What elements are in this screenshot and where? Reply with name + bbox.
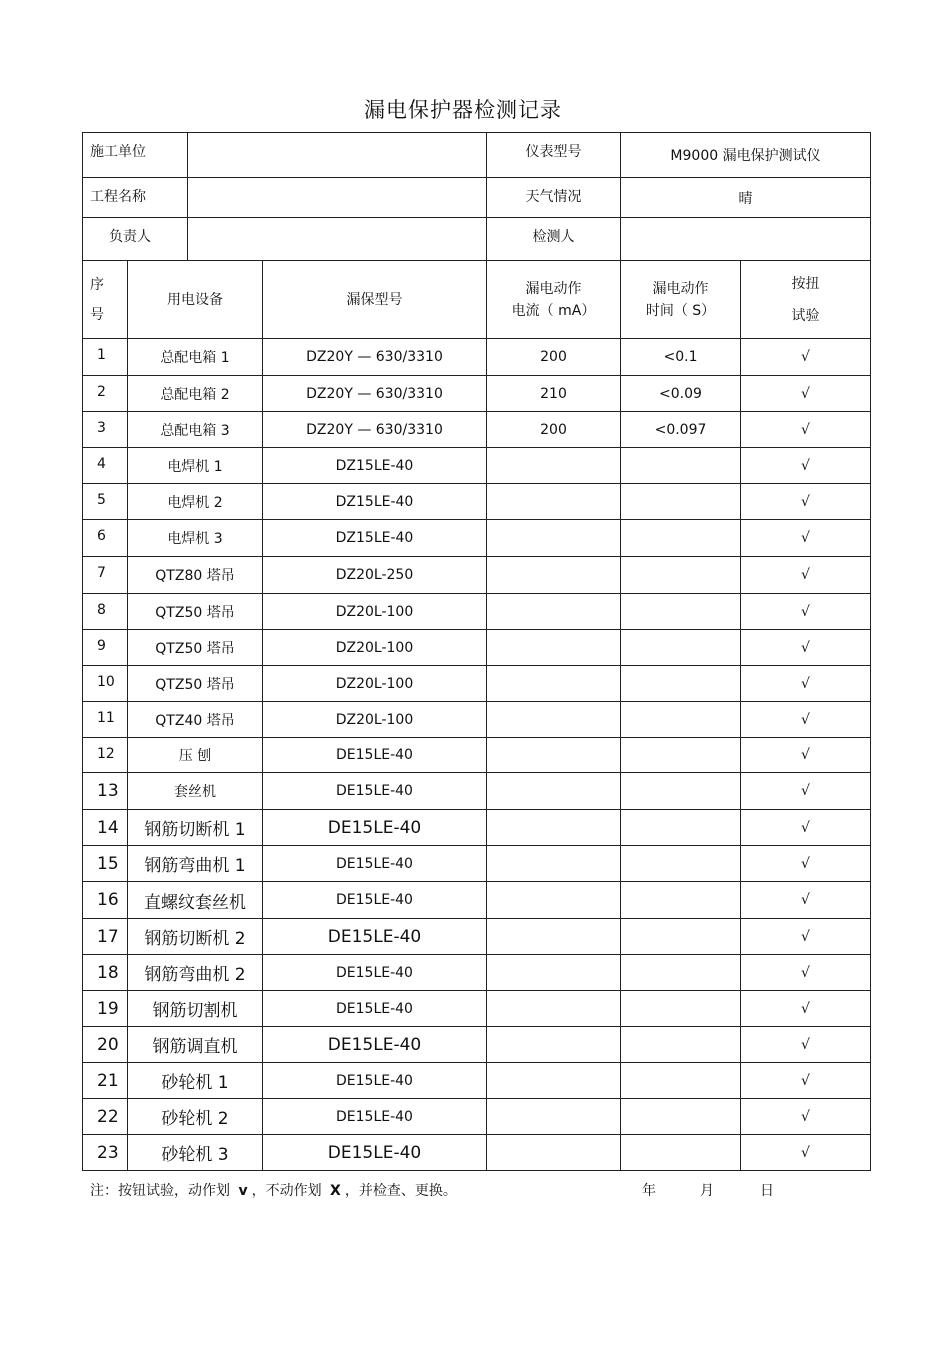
- row-time: [621, 666, 741, 702]
- row-number: 19: [83, 991, 128, 1027]
- row-test: √: [741, 846, 871, 882]
- row-test: √: [741, 810, 871, 846]
- table-row: [83, 1099, 871, 1135]
- row-equipment: QTZ50 塔吊: [128, 630, 263, 666]
- table-row: [83, 810, 871, 846]
- row-model: DE15LE-40: [263, 738, 487, 773]
- footnote-middle: ，不动作划: [251, 1183, 322, 1199]
- header-test-line2: 试验: [791, 307, 820, 324]
- row-test: √: [741, 1027, 871, 1063]
- row-test: √: [741, 738, 871, 773]
- row-number: 12: [83, 738, 128, 773]
- row-equipment: 钢筋切断机 2: [128, 919, 263, 955]
- row-number: 15: [83, 846, 128, 882]
- row-equipment: QTZ50 塔吊: [128, 666, 263, 702]
- table-row: [83, 484, 871, 520]
- row-number: 5: [83, 484, 128, 520]
- row-number: 23: [83, 1135, 128, 1171]
- row-test: √: [741, 594, 871, 630]
- row-test: √: [741, 557, 871, 594]
- table-row: [83, 557, 871, 594]
- manager-value: [188, 218, 487, 261]
- row-time: [621, 448, 741, 484]
- footnote-mark-ok: v: [238, 1183, 248, 1199]
- row-model: DZ20Y — 630/3310: [263, 376, 487, 412]
- row-number: 8: [83, 594, 128, 630]
- footnote-mark-fail: X: [330, 1183, 341, 1199]
- row-time: [621, 1063, 741, 1099]
- row-time: [621, 520, 741, 557]
- table-row: [83, 882, 871, 919]
- row-equipment: QTZ40 塔吊: [128, 702, 263, 738]
- row-number: 4: [83, 448, 128, 484]
- project-value: [188, 178, 487, 218]
- row-equipment: QTZ80 塔吊: [128, 557, 263, 594]
- table-row: [83, 738, 871, 773]
- table-row: [83, 520, 871, 557]
- row-equipment: 电焊机 3: [128, 520, 263, 557]
- row-current: 200: [487, 412, 621, 448]
- row-current: [487, 810, 621, 846]
- row-number: 17: [83, 919, 128, 955]
- row-equipment: 电焊机 1: [128, 448, 263, 484]
- row-current: [487, 520, 621, 557]
- row-test: √: [741, 339, 871, 376]
- table-row: [83, 919, 871, 955]
- unit-label: 施工单位: [83, 133, 188, 178]
- meter-label: 仪表型号: [487, 133, 621, 178]
- row-current: [487, 882, 621, 919]
- row-current: [487, 738, 621, 773]
- table-row: [83, 991, 871, 1027]
- row-model: DZ20L-100: [263, 702, 487, 738]
- table-row: [83, 594, 871, 630]
- row-model: DZ20Y — 630/3310: [263, 339, 487, 376]
- row-test: √: [741, 520, 871, 557]
- row-equipment: 砂轮机 3: [128, 1135, 263, 1171]
- row-number: 7: [83, 557, 128, 594]
- row-number: 6: [83, 520, 128, 557]
- date-month: 月: [700, 1183, 714, 1199]
- row-current: [487, 846, 621, 882]
- header-current-line1: 漏电动作: [525, 280, 582, 297]
- header-time-line2: 时间（ S）: [645, 302, 716, 319]
- row-test: √: [741, 919, 871, 955]
- row-current: [487, 448, 621, 484]
- row-test: √: [741, 448, 871, 484]
- row-current: [487, 1099, 621, 1135]
- row-test: √: [741, 666, 871, 702]
- table-row: [83, 630, 871, 666]
- header-seq: [83, 261, 128, 339]
- row-test: √: [741, 484, 871, 520]
- row-time: [621, 594, 741, 630]
- row-current: [487, 666, 621, 702]
- row-current: 210: [487, 376, 621, 412]
- row-time: [621, 484, 741, 520]
- header-test: [741, 261, 871, 339]
- row-model: DE15LE-40: [263, 991, 487, 1027]
- row-equipment: 直螺纹套丝机: [128, 882, 263, 919]
- table-row: [83, 702, 871, 738]
- row-number: 13: [83, 773, 128, 810]
- row-time: <0.09: [621, 376, 741, 412]
- row-model: DE15LE-40: [263, 810, 487, 846]
- row-model: DE15LE-40: [263, 1099, 487, 1135]
- inspection-table: [82, 132, 871, 1171]
- row-model: DZ20L-250: [263, 557, 487, 594]
- row-model: DE15LE-40: [263, 1135, 487, 1171]
- row-number: 10: [83, 666, 128, 702]
- row-number: 9: [83, 630, 128, 666]
- row-time: [621, 919, 741, 955]
- row-number: 3: [83, 412, 128, 448]
- inspector-value: [621, 218, 871, 261]
- row-time: [621, 991, 741, 1027]
- row-test: √: [741, 412, 871, 448]
- row-equipment: 钢筋弯曲机 1: [128, 846, 263, 882]
- date-day: 日: [760, 1183, 774, 1199]
- row-test: √: [741, 955, 871, 991]
- row-equipment: 总配电箱 2: [128, 376, 263, 412]
- table-row: [83, 955, 871, 991]
- row-test: √: [741, 630, 871, 666]
- row-time: [621, 846, 741, 882]
- row-time: [621, 1135, 741, 1171]
- row-equipment: 钢筋弯曲机 2: [128, 955, 263, 991]
- table-row: [83, 846, 871, 882]
- row-current: [487, 919, 621, 955]
- row-test: √: [741, 773, 871, 810]
- row-equipment: 压 刨: [128, 738, 263, 773]
- row-time: [621, 773, 741, 810]
- row-time: <0.097: [621, 412, 741, 448]
- row-current: [487, 557, 621, 594]
- row-equipment: QTZ50 塔吊: [128, 594, 263, 630]
- table-row: [83, 773, 871, 810]
- table-row: [83, 666, 871, 702]
- row-number: 18: [83, 955, 128, 991]
- row-model: DE15LE-40: [263, 773, 487, 810]
- row-time: [621, 738, 741, 773]
- row-model: DZ20L-100: [263, 594, 487, 630]
- row-model: DZ20Y — 630/3310: [263, 412, 487, 448]
- row-time: [621, 1027, 741, 1063]
- table-row: [83, 339, 871, 376]
- row-number: 14: [83, 810, 128, 846]
- meter-value: M9000 漏电保护测试仪: [621, 133, 871, 178]
- row-model: DE15LE-40: [263, 1063, 487, 1099]
- row-model: DZ15LE-40: [263, 484, 487, 520]
- weather-label: 天气情况: [487, 178, 621, 218]
- row-model: DZ20L-100: [263, 630, 487, 666]
- footnote: [90, 1180, 457, 1200]
- row-equipment: 电焊机 2: [128, 484, 263, 520]
- project-label: 工程名称: [83, 178, 188, 218]
- row-model: DZ15LE-40: [263, 520, 487, 557]
- table-row: [83, 1135, 871, 1171]
- row-current: [487, 1063, 621, 1099]
- row-current: [487, 484, 621, 520]
- row-equipment: 总配电箱 1: [128, 339, 263, 376]
- inspector-label: 检测人: [487, 218, 621, 261]
- row-model: DE15LE-40: [263, 1027, 487, 1063]
- row-equipment: 钢筋切割机: [128, 991, 263, 1027]
- row-number: 1: [83, 339, 128, 376]
- unit-value: [188, 133, 487, 178]
- row-number: 22: [83, 1099, 128, 1135]
- row-equipment: 总配电箱 3: [128, 412, 263, 448]
- row-current: [487, 991, 621, 1027]
- row-time: [621, 557, 741, 594]
- row-test: √: [741, 1063, 871, 1099]
- row-current: [487, 702, 621, 738]
- row-current: [487, 630, 621, 666]
- row-current: [487, 773, 621, 810]
- row-number: 2: [83, 376, 128, 412]
- row-time: [621, 955, 741, 991]
- row-time: <0.1: [621, 339, 741, 376]
- header-current-line2: 电流（ mA）: [511, 302, 596, 319]
- row-time: [621, 810, 741, 846]
- header-time: [621, 261, 741, 339]
- row-test: √: [741, 702, 871, 738]
- row-test: √: [741, 376, 871, 412]
- row-test: √: [741, 991, 871, 1027]
- manager-label: 负责人: [83, 218, 188, 261]
- row-test: √: [741, 882, 871, 919]
- header-model: 漏保型号: [263, 261, 487, 339]
- date-year: 年: [642, 1183, 656, 1199]
- row-time: [621, 882, 741, 919]
- table-row: [83, 1063, 871, 1099]
- header-test-line1: 按扭: [791, 275, 820, 292]
- row-number: 11: [83, 702, 128, 738]
- row-equipment: 砂轮机 2: [128, 1099, 263, 1135]
- header-equipment: 用电设备: [128, 261, 263, 339]
- row-number: 20: [83, 1027, 128, 1063]
- row-model: DE15LE-40: [263, 846, 487, 882]
- row-model: DE15LE-40: [263, 955, 487, 991]
- row-equipment: 钢筋切断机 1: [128, 810, 263, 846]
- footnote-suffix: ，并检查、更换。: [344, 1183, 457, 1199]
- header-seq-line1: 序: [90, 276, 104, 293]
- table-row: [83, 412, 871, 448]
- row-time: [621, 1099, 741, 1135]
- header-seq-line2: 号: [90, 306, 104, 323]
- weather-value: 晴: [621, 178, 871, 218]
- table-row: [83, 376, 871, 412]
- page-title: 漏电保护器检测记录: [364, 98, 562, 122]
- row-current: 200: [487, 339, 621, 376]
- row-equipment: 砂轮机 1: [128, 1063, 263, 1099]
- row-test: √: [741, 1099, 871, 1135]
- row-model: DZ15LE-40: [263, 448, 487, 484]
- row-current: [487, 1135, 621, 1171]
- row-test: √: [741, 1135, 871, 1171]
- row-model: DE15LE-40: [263, 882, 487, 919]
- header-current: [487, 261, 621, 339]
- row-equipment: 钢筋调直机: [128, 1027, 263, 1063]
- row-number: 16: [83, 882, 128, 919]
- footnote-prefix: 注：按钮试验，动作划: [90, 1183, 230, 1199]
- row-current: [487, 955, 621, 991]
- row-current: [487, 1027, 621, 1063]
- table-row: [83, 448, 871, 484]
- row-time: [621, 702, 741, 738]
- row-time: [621, 630, 741, 666]
- table-row: [83, 1027, 871, 1063]
- row-current: [487, 594, 621, 630]
- row-model: DZ20L-100: [263, 666, 487, 702]
- row-model: DE15LE-40: [263, 919, 487, 955]
- row-number: 21: [83, 1063, 128, 1099]
- header-time-line1: 漏电动作: [652, 280, 709, 297]
- row-equipment: 套丝机: [128, 773, 263, 810]
